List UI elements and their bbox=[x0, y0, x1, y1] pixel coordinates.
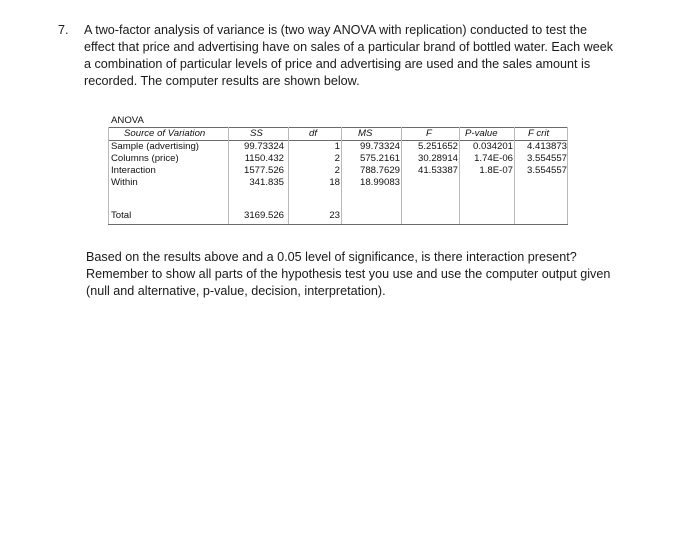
header-source: Source of Variation bbox=[124, 128, 206, 139]
question-text bbox=[84, 22, 654, 90]
header-df: df bbox=[309, 128, 318, 139]
row-df: 1 bbox=[334, 141, 340, 152]
row-source: Interaction bbox=[111, 165, 156, 176]
row-ss: 99.73324 bbox=[243, 141, 284, 152]
anova-table bbox=[108, 114, 568, 226]
followup-question bbox=[86, 249, 676, 300]
question-line: A two-factor analysis of variance is (two way ANOVA with replication) conducted to test the bbox=[84, 23, 588, 37]
row-source: Sample (advertising) bbox=[111, 141, 199, 152]
question-line: recorded. The computer results are shown below. bbox=[84, 74, 360, 88]
question-number: 7. bbox=[58, 23, 69, 37]
row-df: 2 bbox=[334, 165, 340, 176]
anova-title: ANOVA bbox=[111, 115, 144, 126]
table-grid-line bbox=[567, 127, 568, 224]
header-f-crit: F crit bbox=[528, 128, 550, 139]
row-f: 5.251652 bbox=[417, 141, 458, 152]
row-p-value: 1.74E-06 bbox=[474, 153, 513, 164]
total-df: 23 bbox=[329, 210, 340, 221]
row-f-crit: 3.554557 bbox=[526, 165, 567, 176]
followup-line: (null and alternative, p-value, decision, interpretation). bbox=[86, 284, 386, 298]
question-line: effect that price and advertising have on sales of a particular brand of bottled water. Each week bbox=[84, 40, 614, 54]
header-f: F bbox=[426, 128, 432, 139]
row-ss: 1150.432 bbox=[244, 153, 284, 164]
row-ms: 788.7629 bbox=[359, 165, 400, 176]
table-grid-line bbox=[288, 127, 289, 224]
followup-line: Based on the results above and a 0.05 level of significance, is there interaction present? bbox=[86, 250, 577, 264]
header-ss: SS bbox=[250, 128, 263, 139]
row-ss: 341.835 bbox=[249, 177, 284, 188]
followup-line: Remember to show all parts of the hypothesis test you use and use the computer output given bbox=[86, 267, 611, 281]
table-grid-line bbox=[401, 127, 402, 224]
row-f-crit: 4.413873 bbox=[526, 141, 567, 152]
row-ss: 1577.526 bbox=[243, 165, 284, 176]
table-grid-line bbox=[459, 127, 460, 224]
row-p-value: 1.8E-07 bbox=[479, 165, 513, 176]
row-ms: 18.99083 bbox=[359, 177, 400, 188]
row-source: Columns (price) bbox=[111, 153, 179, 164]
table-grid-line bbox=[341, 127, 342, 224]
row-source: Within bbox=[111, 177, 138, 188]
row-f-crit: 3.554557 bbox=[526, 153, 567, 164]
row-ms: 99.73324 bbox=[359, 141, 400, 152]
table-rule-bottom bbox=[108, 224, 568, 225]
row-df: 2 bbox=[334, 153, 340, 164]
question-line: a combination of particular levels of price and advertising are used and the sales amount is bbox=[84, 57, 591, 71]
header-ms: MS bbox=[358, 128, 373, 139]
row-ms: 575.2161 bbox=[359, 153, 400, 164]
total-ss: 3169.526 bbox=[243, 210, 284, 221]
row-f: 30.28914 bbox=[417, 153, 458, 164]
header-p-value: P-value bbox=[465, 128, 498, 139]
row-f: 41.53387 bbox=[417, 165, 458, 176]
total-source: Total bbox=[111, 210, 132, 221]
row-df: 18 bbox=[329, 177, 340, 188]
table-grid-line bbox=[108, 127, 109, 224]
row-p-value: 0.034201 bbox=[472, 141, 513, 152]
table-grid-line bbox=[228, 127, 229, 224]
table-grid-line bbox=[514, 127, 515, 224]
